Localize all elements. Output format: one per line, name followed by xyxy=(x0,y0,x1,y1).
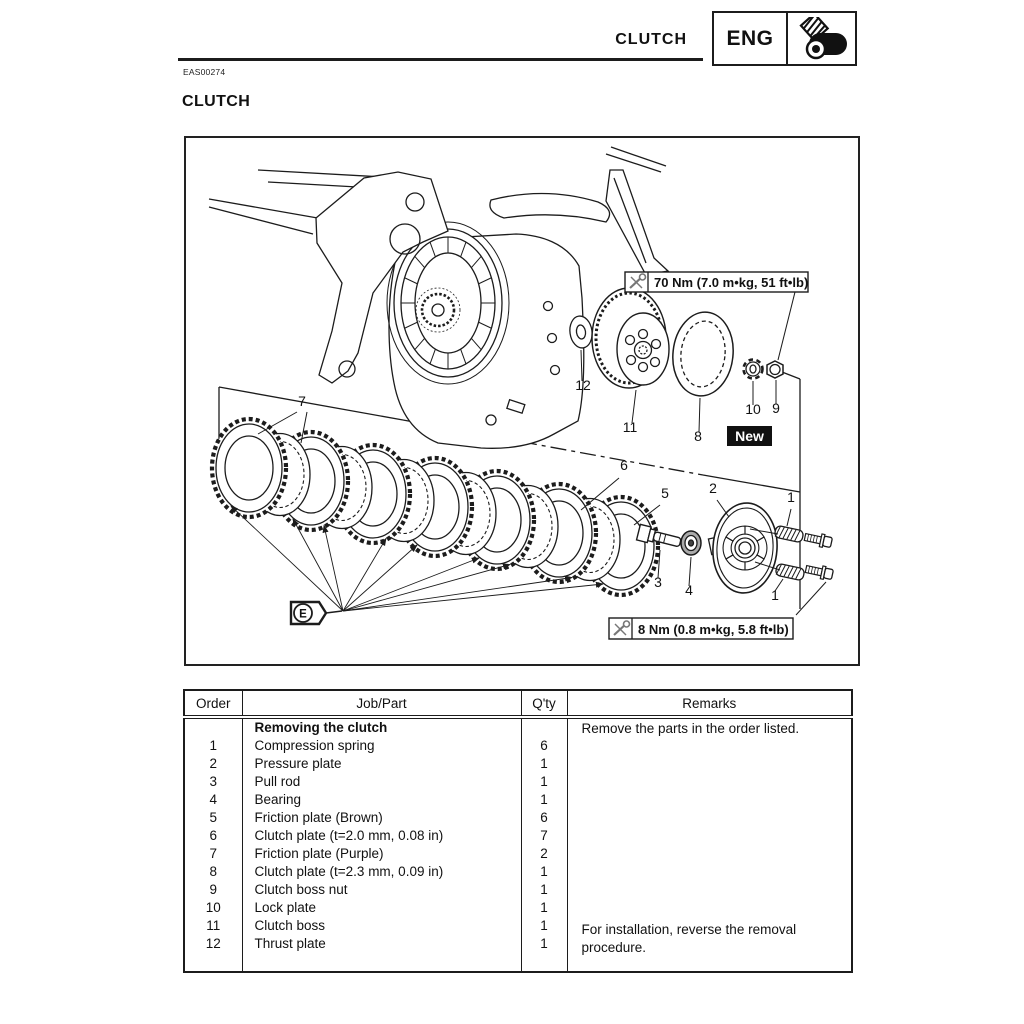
grease-marker xyxy=(291,602,342,624)
qty-cell: 1 xyxy=(521,881,567,899)
part-number-label: 11 xyxy=(622,419,638,435)
order-cell: 12 xyxy=(184,935,242,953)
column-header-order: Order xyxy=(184,690,242,717)
eng-badge-label: ENG xyxy=(714,13,788,64)
order-cell: 11 xyxy=(184,917,242,935)
part-name-cell: Lock plate xyxy=(242,899,521,917)
part-number-label: 12 xyxy=(575,377,591,393)
part-name-cell: Thrust plate xyxy=(242,935,521,953)
new-tag-text: New xyxy=(735,428,764,444)
qty-cell: 1 xyxy=(521,899,567,917)
part-number-label: 1 xyxy=(771,587,779,603)
order-cell: 3 xyxy=(184,773,242,791)
document-code: EAS00274 xyxy=(183,67,226,77)
part-name-cell: Pull rod xyxy=(242,773,521,791)
qty-cell: 6 xyxy=(521,809,567,827)
column-header-qty: Q'ty xyxy=(521,690,567,717)
table-header-row xyxy=(184,690,852,717)
compression-springs-and-bolts xyxy=(774,525,834,581)
grease-marker-letter: E xyxy=(299,608,307,621)
column-header-remarks: Remarks xyxy=(567,690,852,717)
page-title: CLUTCH xyxy=(182,93,251,110)
qty-cell: 1 xyxy=(521,791,567,809)
qty-cell: 1 xyxy=(521,755,567,773)
part-number-label: 2 xyxy=(709,480,717,496)
order-cell: 10 xyxy=(184,899,242,917)
part-number-label: 6 xyxy=(620,457,628,473)
part-name-cell: Friction plate (Brown) xyxy=(242,809,521,827)
parts-table xyxy=(183,689,853,973)
part-name-cell: Compression spring xyxy=(242,737,521,755)
bearing-part xyxy=(681,531,701,555)
part-name-cell: Clutch boss xyxy=(242,917,521,935)
torque-callout-top xyxy=(625,272,808,292)
engine-and-frame-art xyxy=(209,147,668,448)
order-cell: 8 xyxy=(184,863,242,881)
header-rule xyxy=(178,58,703,61)
qty-cell: 1 xyxy=(521,935,567,953)
torque-callout-bottom xyxy=(609,618,793,639)
qty-cell: 1 xyxy=(521,863,567,881)
remark-bottom: For installation, reverse the removal procedure. xyxy=(581,922,797,955)
part-name-cell: Clutch boss nut xyxy=(242,881,521,899)
part-name-cell: Clutch plate (t=2.3 mm, 0.09 in) xyxy=(242,863,521,881)
torque-bottom-text: 8 Nm (0.8 m•kg, 5.8 ft•lb) xyxy=(638,622,789,637)
part-number-label: 1 xyxy=(787,489,795,505)
part-number-label: 3 xyxy=(654,574,662,590)
order-cell: 9 xyxy=(184,881,242,899)
qty-cell: 1 xyxy=(521,773,567,791)
remarks-cell xyxy=(567,717,852,972)
pressure-plate-part xyxy=(708,501,780,595)
torque-top-text: 70 Nm (7.0 m•kg, 51 ft•lb) xyxy=(654,275,809,290)
new-tag xyxy=(727,426,772,446)
order-cell: 4 xyxy=(184,791,242,809)
part-name-cell: Friction plate (Purple) xyxy=(242,845,521,863)
section-title: Removing the clutch xyxy=(242,717,521,737)
qty-cell: 1 xyxy=(521,917,567,935)
part-name-cell: Bearing xyxy=(242,791,521,809)
order-cell: 6 xyxy=(184,827,242,845)
clutch-boss-nut-part xyxy=(767,361,783,378)
eng-badge xyxy=(712,11,857,66)
part-name-cell: Clutch plate (t=2.0 mm, 0.08 in) xyxy=(242,827,521,845)
clutch-plate-stack xyxy=(212,419,658,595)
engine-icon xyxy=(788,13,855,64)
lock-plate-part xyxy=(744,360,763,379)
order-cell: 7 xyxy=(184,845,242,863)
qty-cell: 2 xyxy=(521,845,567,863)
diagram-frame xyxy=(184,136,860,666)
part-number-label: 4 xyxy=(685,582,693,598)
table-section-row xyxy=(184,717,852,737)
order-cell: 1 xyxy=(184,737,242,755)
part-number-label: 8 xyxy=(694,428,702,444)
clutch-plate-large-part xyxy=(669,309,737,399)
header-section-title: CLUTCH xyxy=(615,31,687,48)
part-number-label: 10 xyxy=(745,401,761,417)
remark-top: Remove the parts in the order listed. xyxy=(581,721,800,736)
part-name-cell: Pressure plate xyxy=(242,755,521,773)
clutch-boss-part xyxy=(592,288,669,388)
qty-cell: 7 xyxy=(521,827,567,845)
part-number-label: 7 xyxy=(298,393,306,409)
column-header-jobpart: Job/Part xyxy=(242,690,521,717)
part-number-label: 9 xyxy=(772,400,780,416)
order-cell: 5 xyxy=(184,809,242,827)
part-number-label: 5 xyxy=(661,485,669,501)
clutch-exploded-diagram xyxy=(186,138,858,664)
qty-cell: 6 xyxy=(521,737,567,755)
order-cell: 2 xyxy=(184,755,242,773)
